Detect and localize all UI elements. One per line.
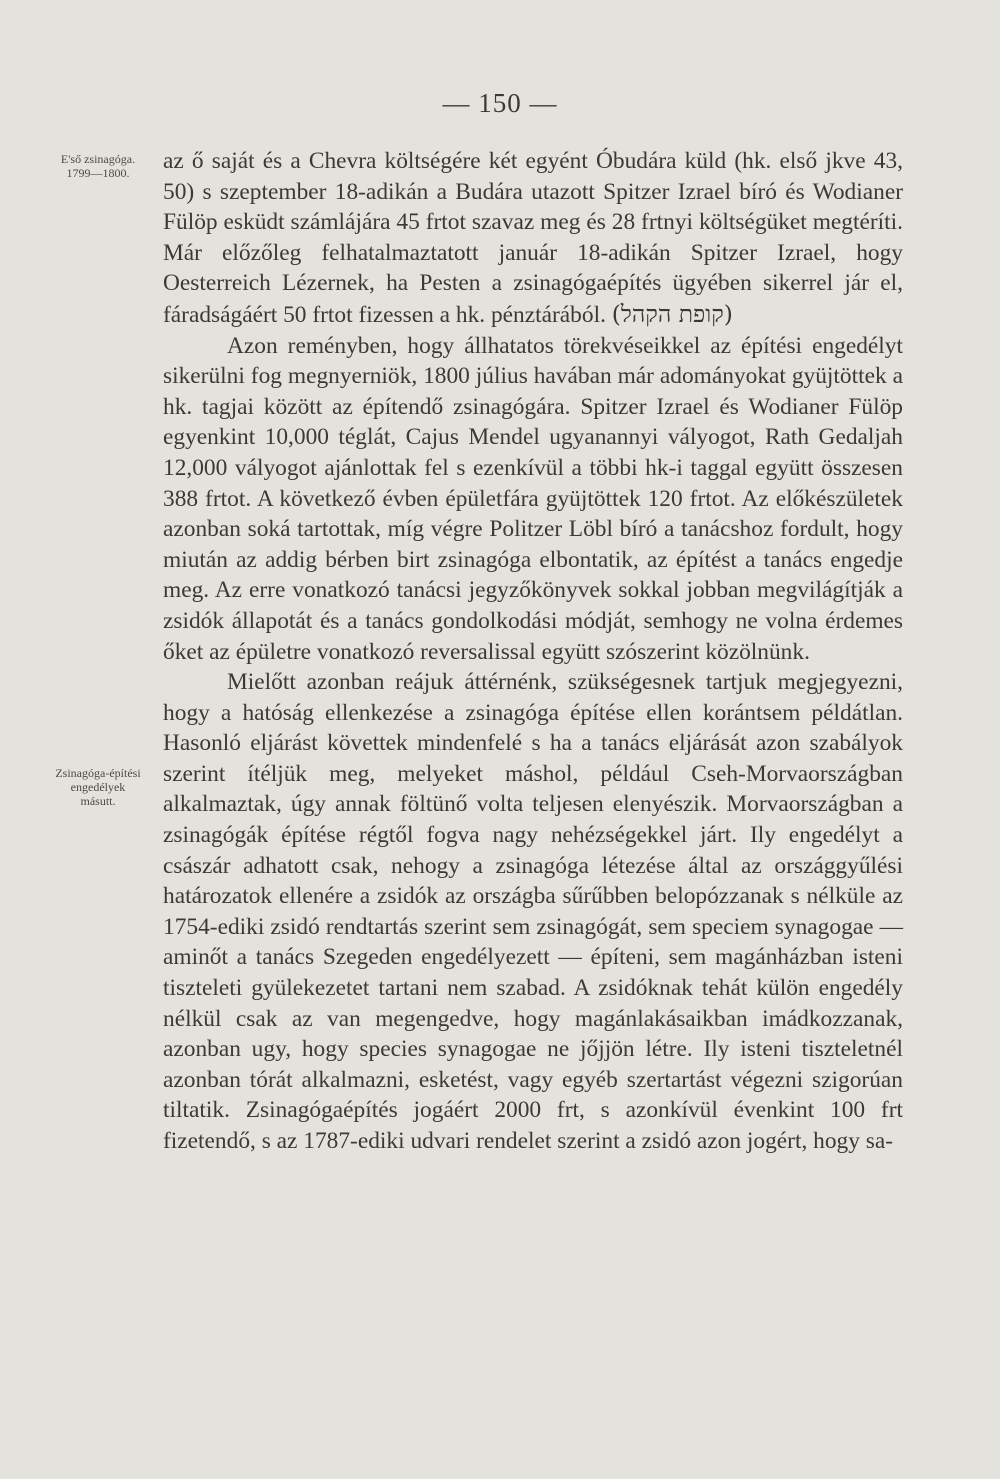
hebrew-phrase: (קופת הקהל) [611, 299, 733, 328]
page-number: — 150 — [442, 88, 558, 118]
margin-note-line: engedélyek [70, 780, 126, 794]
margin-note-line: E'ső zsinagóga. [60, 152, 136, 166]
paragraph: Mielőtt azonban reájuk áttérnénk, szükségesnek tartjuk megjegyezni, hogy a hatóság ellenkezése a zsinagóga építése ellen korántsem példátlan. Hasonló eljárást követtek mindenfelé s ha a tanács eljárását azon szabályok szerint ítéljük meg, melyeket máshol, például Cseh-Morvaországban alkalmaztak, úgy annak föltünő volta teljesen elenyészik. Morvaországban a zsinagógák építése régtől fogva nagy nehézségekkel járt. Ily engedélyt a császár adhatott csak, nehogy a zsinagóga létezése által az országgyűlési határozatok ellenére a zsidók az országba sűrűbben belopózzanak s nélküle az 1754-ediki zsidó rendtartás szerint sem zsinagógát, sem speciem synagogae — aminőt a tanács Szegeden engedélyezett — építeni, sem magánházban isteni tiszteleti gyülekezetet tartani nem szabad. A zsidóknak tehát külön engedély nélkül csak az van megengedve, hogy magánlakásaikban imádkozzanak, azonban ugy, hogy species synagogae ne jőjjön létre. Ily isteni tiszteletnél azonban tórát alkalmazni, esketést, vagy egyéb szertartást végezni szigorúan tiltatik. Zsinagógaépítés jogáért 2000 frt, s azonkívül évenkint 100 frt fizetendő, s az 1787-ediki udvari rendelet szerint a zsidó azon jogért, hogy sa- [163, 669, 903, 1154]
paragraph-text: az ő saját és a Chevra költségére két egyént Óbudára küld (hk. első jkve 43, 50) s szeptember 18-adikán a Budára utazott Spitzer Izrael bíró és Wodianer Fülöp esküdt számlájára 45 frtot szavaz meg és 28 frtnyi költségüket megtéríti. Már előzőleg felhatalmaztatott január 18-adikán Spitzer Izrael, hogy Oesterreich Lézernek, ha Pesten a zsinagógaépítés ügyében sikerrel jár el, fáradságáért 50 frtot fizessen a hk. pénztárából. [163, 148, 903, 328]
margin-note-line: 1799—1800. [66, 166, 130, 180]
margin-note-first-synagogue [34, 152, 162, 180]
margin-note-building-permits [36, 766, 160, 808]
margin-note-line: másutt. [80, 794, 116, 808]
paragraph: Azon reményben, hogy állhatatos törekvéseikkel az építési engedélyt sikerülni fog megnyerniök, 1800 július havában már adományokat gyüjtöttek a hk. tagjai között az építendő zsinagógára. Spitzer Izrael és Wodianer Fülöp egyenkint 10,000 téglát, Cajus Mendel ugyanannyi vályogot, Rath Gedaljah 12,000 vályogot ajánlottak fel s ezenkívül a többi hk-i taggal együtt összesen 388 frtot. A következő évben épületfára gyüjtöttek 120 frtot. Az előkészületek azonban soká tartottak, míg végre Politzer Löbl bíró a tanácshoz fordult, hogy miután az addig bérben birt zsinagóga elbontatik, az építést a tanács engedje meg. Az erre vonatkozó tanácsi jegyzőkönyvek sokkal jobban megvilágítják a zsidók állapotát és a tanács gondolkodási módját, semhogy ne volna érdemes őket az épületre vonatkozó reversalissal együtt szószerint közölnünk. [163, 332, 903, 665]
text-body [163, 146, 903, 1157]
paragraph [163, 146, 903, 331]
margin-note-line: Zsinagóga-építési [55, 766, 141, 780]
